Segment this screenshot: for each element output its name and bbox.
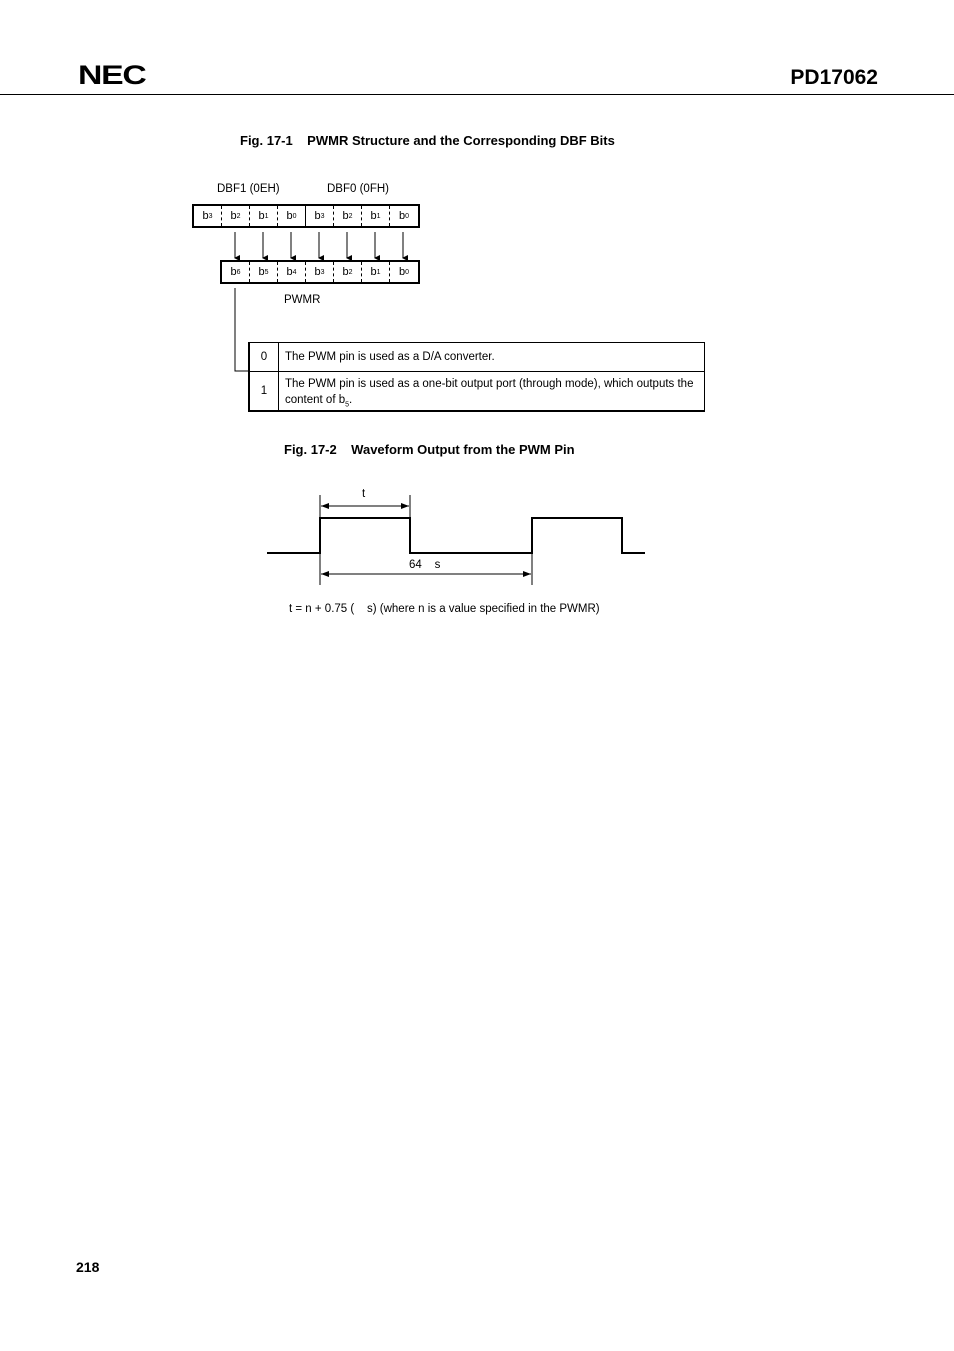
bit-cell: b 0 — [398, 266, 410, 278]
document-id: PD17062 — [790, 66, 878, 89]
bit-cell: b 3 — [306, 262, 334, 282]
dbf1-label: DBF1 (0EH) — [217, 183, 280, 195]
dbf0-label: DBF0 (0FH) — [327, 183, 389, 195]
fig1-title: Fig. 17-1 PWMR Structure and the Corresponding DBF Bits — [240, 133, 615, 148]
table-value: 1 — [250, 372, 279, 410]
waveform-line — [267, 518, 645, 553]
t-label: t — [362, 488, 366, 500]
bit-cell: b 2 — [334, 206, 362, 226]
bit-cell: b 3 — [306, 206, 334, 226]
bit-cell: b 6 — [222, 262, 250, 282]
bit-cell: b 4 — [278, 262, 306, 282]
bit-cell: b 1 — [362, 206, 390, 226]
table-desc: The PWM pin is used as a D/A converter. — [285, 351, 495, 363]
bit-cell: b 1 — [362, 262, 390, 282]
bit-cell: b 0 — [398, 210, 410, 222]
bit-cell: b 0 — [278, 206, 306, 226]
bit-cell: b 2 — [222, 206, 250, 226]
period-label: 64 s — [409, 559, 441, 571]
table-desc: The PWM pin is used as a one-bit output port (through mode), which outputs the content of $b_5$. — [285, 378, 694, 409]
nec-logo: NEC — [78, 60, 146, 90]
table-value: 0 — [250, 343, 279, 371]
fig2-title: Fig. 17-2 Waveform Output from the PWM Pin — [284, 442, 575, 457]
formula-text: t = n + 0.75 ( s) (where n is a value specified in the PWMR) — [289, 603, 600, 615]
bit-cell: b 5 — [250, 262, 278, 282]
bit-cell: b 3 — [194, 206, 222, 226]
bit-cell: b 2 — [334, 262, 362, 282]
bit-cell: b 1 — [250, 206, 278, 226]
pwmr-label: PWMR — [284, 294, 321, 306]
page-number: 218 — [76, 1259, 100, 1275]
